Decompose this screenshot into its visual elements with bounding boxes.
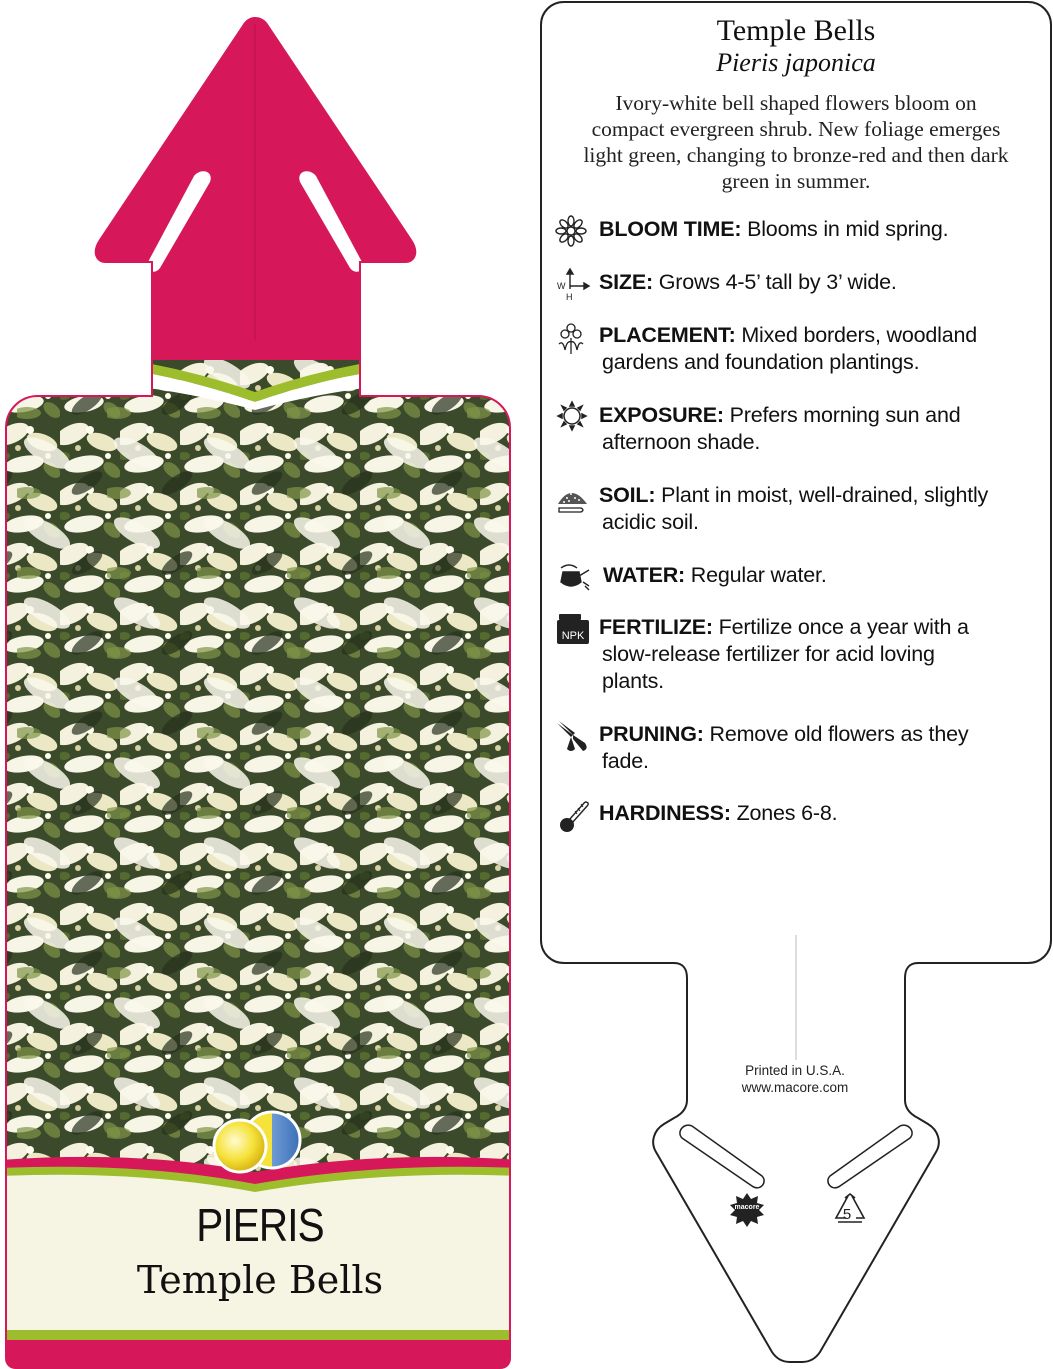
plants-icon — [555, 320, 593, 358]
soil-pile-icon — [555, 480, 593, 518]
description: Ivory-white bell shaped flowers bloom on compact evergreen shrub. New foliage emerges light green, changing to bronze-red and then dark green in summer. — [583, 91, 1009, 193]
fertilizer-npk-icon — [555, 612, 593, 650]
plant-tag-layout: PIERIS Temple Bells Temple Bells Pieris japonica Ivory-white bell shaped flowers bloom on compact evergreen shrub. New foliage emerges light green, changing to bronze-red and then dark green in summer. BLOOM TIME: Blooms in mid spring. W H SIZE: Grows 4-5’ tall by 3’ wide. PLACEMENT: Mixed borders, woodland gardens and foundation plantings. EXPOSURE: Prefers morning sun and afternoon shade. SOIL: Plant in moist, well-drained, slightly acidic soil. WATER: Regular water. NPK FERTILIZE: Fertilize once a year with a slow-release fertilizer for acid loving plants. PRUNING: Remove old flowers as they fade. HARDINESS: Zones 6-8. Printed in U.S.A. www.macore.com macore 5 — [0, 0, 1053, 1369]
website: www.macore.com — [741, 1080, 849, 1095]
front-variety-name: Temple Bells — [136, 1258, 384, 1302]
pruning-shears-icon — [555, 719, 593, 757]
sun-icon — [555, 400, 593, 438]
size-arrows-icon — [555, 267, 593, 305]
thermometer-icon — [555, 798, 593, 836]
macore-logo-label: macore — [734, 1204, 760, 1211]
back-title: Temple Bells — [716, 14, 876, 47]
watering-can-icon — [555, 560, 593, 598]
recycle-number: 5 — [842, 1206, 852, 1223]
front-genus-title: PIERIS — [196, 1199, 324, 1251]
svg-text:NPK: NPK — [561, 630, 585, 642]
scientific-name: Pieris japonica — [716, 48, 876, 77]
svg-text:W: W — [557, 281, 566, 291]
printed-in: Printed in U.S.A. — [745, 1063, 845, 1078]
flower-icon — [555, 214, 593, 252]
svg-text:H: H — [566, 292, 573, 302]
